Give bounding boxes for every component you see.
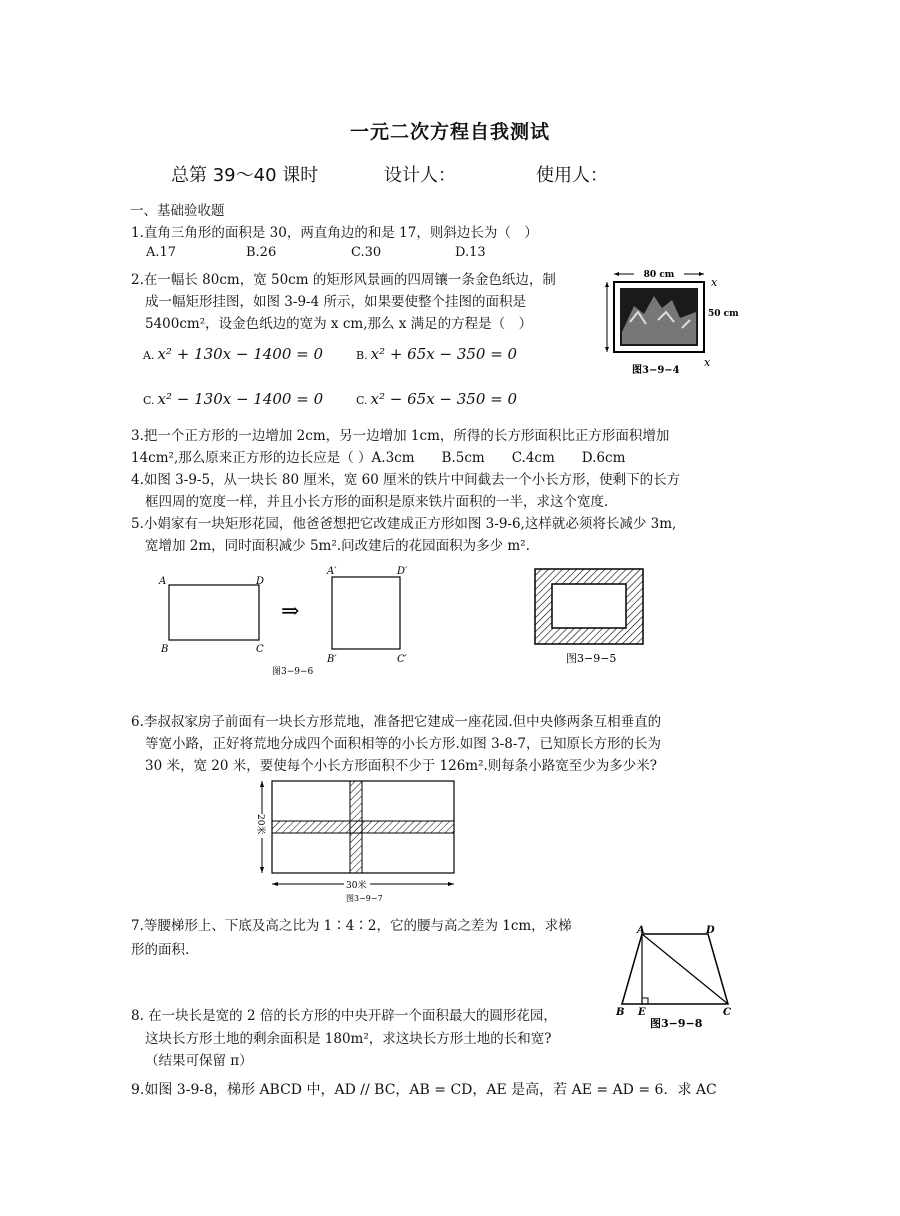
fig4-x-label-bottom: x <box>704 356 711 369</box>
question-8-line-3: （结果可保留 π） <box>145 1053 253 1069</box>
question-4-line-2: 框四周的宽度一样，并且小长方形的面积是原来铁片面积的一半，求这个宽度. <box>145 494 609 510</box>
fig6-arrow: ⇒ <box>281 599 300 624</box>
q2-option-b-equation: x² + 65x − 350 = 0 <box>370 345 518 363</box>
fig4-caption: 图3−9−4 <box>632 365 680 376</box>
q2-option-c <box>143 390 323 408</box>
fig8-caption: 图3−9−8 <box>650 1017 703 1030</box>
q2-option-b-letter: B. <box>356 349 368 362</box>
fig7-height-label: 20米 <box>255 814 265 835</box>
question-4-line-1: 4.如图 3-9-5，从一块长 80 厘米，宽 60 厘米的铁片中间截去一个小长方形，使剩下的长方 <box>131 472 681 488</box>
section-heading: 一、基础验收题 <box>130 203 225 219</box>
q2-option-d-equation: x² − 65x − 350 = 0 <box>370 390 518 408</box>
fig8-label-e: E <box>638 1007 646 1018</box>
question-6-line-2: 等宽小路，正好将荒地分成四个面积相等的小长方形.如图 3-8-7，已知原长方形的长为 <box>145 736 661 752</box>
q2-option-c-letter: C. <box>143 394 155 407</box>
question-2-line-1: 2.在一幅长 80cm，宽 50cm 的矩形风景画的四周镶一条金色纸边，制 <box>131 272 556 288</box>
q2-option-d <box>356 390 517 408</box>
figure-3-9-4 <box>600 262 739 382</box>
figure-3-9-6 <box>155 568 445 683</box>
fig5-caption: 图3−9−5 <box>566 652 617 665</box>
q1-option-c: C.30 <box>351 245 382 260</box>
fig8-label-a: A <box>637 925 645 936</box>
fig6-label-b-prime: B′ <box>327 654 337 665</box>
fig6-label-c: C <box>256 644 264 655</box>
question-5-line-2: 宽增加 2m，同时面积减少 5m².问改建后的花园面积为多少 m². <box>145 538 530 554</box>
question-7-line-1: 7.等腰梯形上、下底及高之比为 1∶4∶2，它的腰与高之差为 1cm，求梯 <box>131 918 572 934</box>
fig6-label-b: B <box>161 644 169 655</box>
fig4-x-label: x <box>711 276 718 289</box>
question-5-line-1: 5.小娟家有一块矩形花园，他爸爸想把它改建成正方形如图 3-9-6,这样就必须将长减少 3m, <box>131 516 677 532</box>
page-title: 一元二次方程自我测试 <box>349 121 550 143</box>
figure-3-9-7 <box>252 778 462 906</box>
fig4-width-label: 80 cm <box>643 270 675 280</box>
question-9: 9.如图 3-9-8，梯形 ABCD 中，AD // BC，AB = CD，AE 是高，若 AE = AD = 6．求 AC <box>131 1082 717 1098</box>
fig6-label-c-prime: C′ <box>397 654 407 665</box>
fig6-label-d: D <box>256 576 265 587</box>
fig6-caption: 图3−9−6 <box>272 667 314 677</box>
question-7-line-2: 形的面积. <box>131 942 190 958</box>
fig8-label-b: B <box>616 1007 625 1018</box>
q1-option-a: A.17 <box>146 245 177 260</box>
designer-label: 设计人： <box>384 165 456 186</box>
fig6-label-a: A <box>159 576 167 587</box>
question-6-line-3: 30 米，宽 20 米，要使每个小长方形面积不少于 126m².则每条小路宽至少为多少米? <box>145 758 658 774</box>
question-3-line-2: 14cm²,那么原来正方形的边长应是（ ）A.3cm B.5cm C.4cm D.6cm <box>131 450 626 466</box>
figure-3-9-5 <box>530 566 650 668</box>
fig6-label-a-prime: A′ <box>327 566 337 577</box>
fig8-label-d: D <box>706 925 715 936</box>
q2-option-a-letter: A. <box>143 349 155 362</box>
q1-option-b: B.26 <box>246 245 277 260</box>
fig6-label-d-prime: D′ <box>397 566 408 577</box>
q1-option-d: D.13 <box>455 245 486 260</box>
q2-option-c-equation: x² − 130x − 1400 = 0 <box>157 390 324 408</box>
question-3-line-1: 3.把一个正方形的一边增加 2cm，另一边增加 1cm，所得的长方形面积比正方形面积增加 <box>131 428 670 444</box>
question-6-line-1: 6.李叔叔家房子前面有一块长方形荒地，准备把它建成一座花园.但中央修两条互相垂直的 <box>131 714 662 730</box>
question-1: 1.直角三角形的面积是 30，两直角边的和是 17，则斜边长为（ ） <box>131 225 538 241</box>
fig7-caption: 图3−9−7 <box>346 894 383 903</box>
q2-option-b <box>356 345 517 363</box>
q2-option-d-letter: C. <box>356 394 368 407</box>
question-8-line-1: 8. 在一块长是宽的 2 倍的长方形的中央开辟一个面积最大的圆形花园， <box>131 1008 557 1024</box>
question-2-line-3: 5400cm²，设金色纸边的宽为 x cm,那么 x 满足的方程是（ ） <box>145 316 533 332</box>
user-label: 使用人： <box>536 165 608 186</box>
q2-option-a <box>143 345 323 363</box>
fig4-height-label: 50 cm <box>708 309 739 319</box>
fig7-width-label: 30米 <box>346 881 367 891</box>
q2-option-a-equation: x² + 130x − 1400 = 0 <box>157 345 324 363</box>
figure-3-9-8 <box>610 922 735 1032</box>
question-8-line-2: 这块长方形土地的剩余面积是 180m²，求这块长方形土地的长和宽? <box>145 1031 552 1047</box>
question-2-line-2: 成一幅矩形挂图，如图 3-9-4 所示，如果要使整个挂图的面积是 <box>145 294 526 310</box>
fig8-label-c: C <box>723 1007 731 1018</box>
lesson-number: 总第 39～40 课时 <box>171 165 319 186</box>
